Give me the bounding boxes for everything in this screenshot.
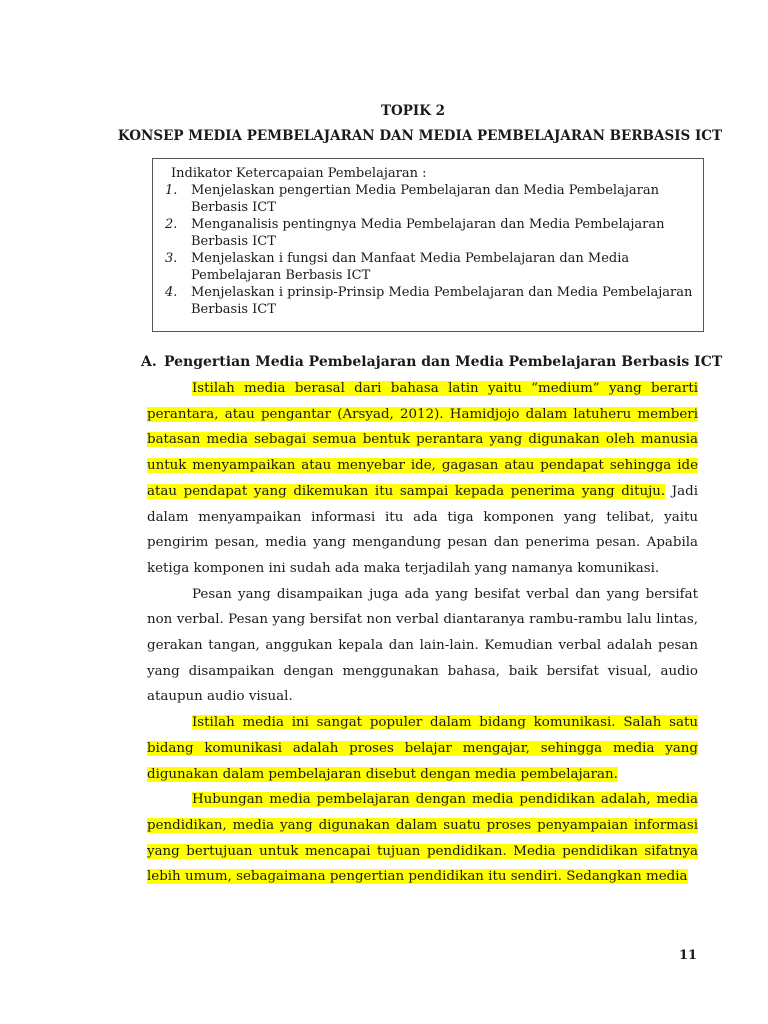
list-item	[165, 216, 693, 250]
paragraph	[147, 787, 698, 890]
indicator-box	[152, 158, 704, 332]
item-text: Menganalisis pentingnya Media Pembelajaran dan Media Pembelajaran Berbasis ICT	[191, 217, 665, 249]
item-number: 1.	[165, 183, 178, 198]
indicator-heading: Indikator Ketercapaian Pembelajaran :	[171, 166, 427, 181]
section-heading	[141, 354, 722, 370]
section-letter: A.	[141, 354, 157, 370]
indicator-list	[165, 182, 693, 318]
paragraph	[147, 710, 698, 787]
page-number: 11	[679, 948, 698, 963]
section-heading-text: Pengertian Media Pembelajaran dan Media Pembelajaran Berbasis ICT	[164, 354, 723, 370]
list-item	[165, 284, 693, 318]
plain-text: Pesan yang disampaikan juga ada yang besifat verbal dan yang bersifat non verbal. Pesan yang bersifat non verbal diantaranya rambu-rambu lalu lintas, gerakan tangan, anggukan kepala dan lain-lain. Kemudian verbal adalah pesan yang disampaikan dengan menggunakan bahasa, baik bersifat visual, audio ataupun audio visual.	[147, 586, 698, 705]
body-text	[147, 376, 698, 890]
highlighted-text: Istilah media ini sangat populer dalam bidang komunikasi. Salah satu bidang komunikasi adalah proses belajar mengajar, sehingga media yang digunakan dalam pembelajaran disebut dengan media pembelajaran.	[147, 715, 698, 782]
plain-text: Jadi dalam menyampaikan informasi itu ada tiga komponen yang telibat, yaitu pengirim pesan, media yang mengandung pesan dan penerima pesan. Apabila ketiga komponen ini sudah ada maka terjadilah yang namanya komunikasi.	[147, 483, 698, 576]
highlighted-text: Hubungan media pembelajaran dengan media pendidikan adalah, media pendidikan, media yang digunakan dalam suatu proses penyampaian informasi yang bertujuan untuk mencapai tujuan pendidikan. Media pendidikan sifatnya lebih umum, sebagaimana pengertian pendidikan itu sendiri. Sedangkan media	[147, 792, 698, 885]
item-text: Menjelaskan pengertian Media Pembelajaran dan Media Pembelajaran Berbasis ICT	[191, 183, 659, 215]
highlighted-text: Istilah media berasal dari bahasa latin yaitu “medium” yang berarti perantara, atau pengantar (Arsyad, 2012). Hamidjojo dalam latuheru memberi batasan media sebagai semua bentuk perantara yang digunakan oleh manusia untuk menyampaikan atau menyebar ide, gagasan atau pendapat sehingga ide atau pendapat yang dikemukan itu sampai kepada penerima yang dituju.	[147, 381, 698, 499]
item-text: Menjelaskan i fungsi dan Manfaat Media Pembelajaran dan Media Pembelajaran Berbasis ICT	[191, 251, 630, 283]
item-number: 2.	[165, 217, 178, 232]
item-number: 4.	[165, 285, 178, 300]
list-item	[165, 250, 693, 284]
topic-number: TOPIK 2	[380, 103, 446, 119]
list-item	[165, 182, 693, 216]
item-text: Menjelaskan i prinsip-Prinsip Media Pembelajaran dan Media Pembelajaran Berbasis ICT	[191, 285, 693, 317]
page-title: KONSEP MEDIA PEMBELAJARAN DAN MEDIA PEMBELAJARAN BERBASIS ICT	[117, 128, 723, 144]
paragraph	[147, 582, 698, 711]
item-number: 3.	[165, 251, 178, 266]
paragraph	[147, 376, 698, 582]
